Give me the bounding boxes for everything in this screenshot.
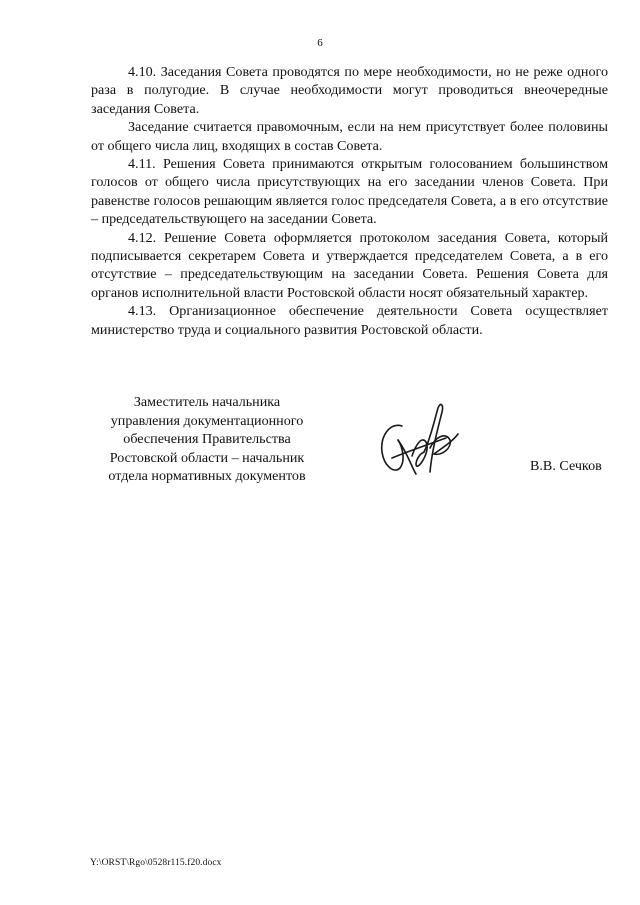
file-path-footer: Y:\ORST\Rgo\0528r115.f20.docx	[90, 858, 222, 868]
signatory-position-line: отдела нормативных документов	[108, 468, 306, 485]
signatory-position-line: Заместитель начальника	[133, 394, 281, 410]
paragraph-quorum: Заседание считается правомочным, если на нем присутствует более половины от общего числа лиц, входящих в состав Совета.	[91, 119, 608, 154]
paragraph-4-11: 4.11. Решения Совета принимаются открытым голосованием большинством голосов от общего числа присутствующих на его заседании членов Совета. При равенстве голосов решающим является голос председателя Совета, а в его отсутствие – председательствующего на заседании Совета.	[91, 156, 608, 228]
signatory-name: В.В. Сечков	[530, 458, 602, 474]
paragraph-4-13: 4.13. Организационное обеспечение деятельности Совета осуществляет министерство труда и социального развития Ростовской области.	[91, 303, 608, 338]
page-number: 6	[317, 37, 323, 49]
handwritten-signature	[372, 392, 468, 484]
signatory-position-line: Ростовской области – начальник	[109, 449, 305, 466]
signatory-position-line: управления документационного	[110, 412, 304, 429]
paragraph-4-12: 4.12. Решение Совета оформляется протоколом заседания Совета, который подписывается секретарем Совета и утверждается председателем Совета, а в его отсутствие – председательствующим на заседании Совета. Решения Совета для органов исполнительной власти Ростовской области носят обязательный характер.	[91, 229, 608, 301]
paragraph-4-10: 4.10. Заседания Совета проводятся по мере необходимости, но не реже одного раза в полугодие. В случае необходимости могут проводиться внеочередные заседания Совета.	[91, 64, 608, 117]
document-body	[91, 63, 608, 339]
signatory-position	[84, 393, 330, 486]
signatory-position-line: обеспечения Правительства	[123, 431, 291, 448]
